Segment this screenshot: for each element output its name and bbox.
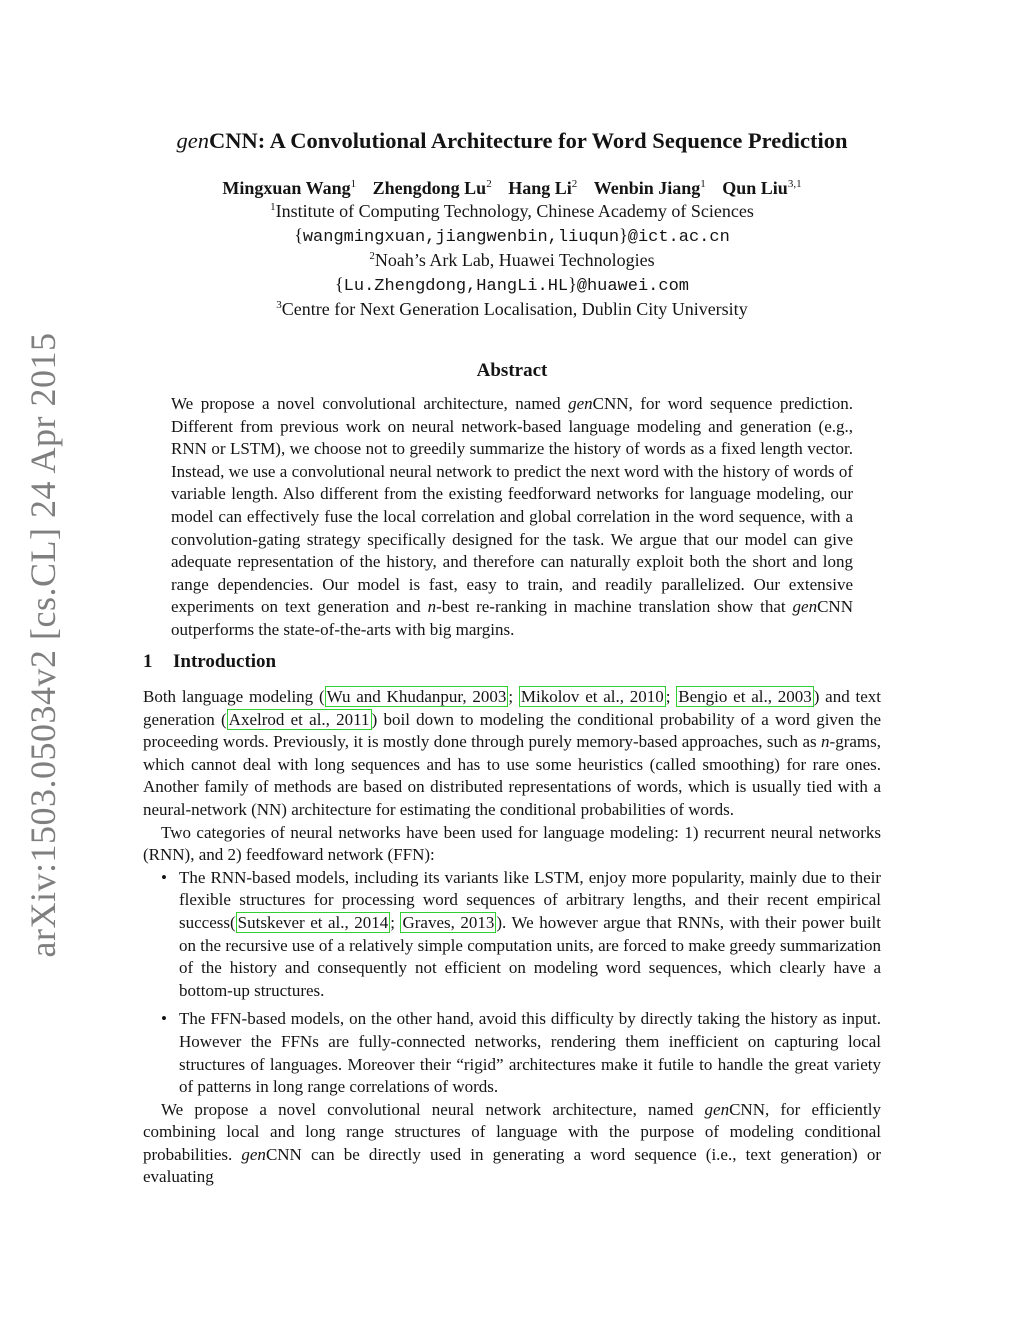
author: Zhengdong Lu$^2$ <box>372 178 492 198</box>
citation-link[interactable]: Axelrod et al., 2011 <box>228 709 370 729</box>
affiliation-2: $^2$Noah’s Ark Lab, Huawei Technologies <box>369 250 655 271</box>
affiliation-1: $^1$Institute of Computing Technology, Chinese Academy of Sciences <box>270 201 754 222</box>
author: Hang Li$^2$ <box>508 178 578 198</box>
bullet-icon: • <box>161 1009 167 1029</box>
abstract-text: We propose a novel convolutional architecture, named genCNN, for word sequence prediction. Different from previous work on neural network-based language modeling and generation (e.g., RNN or LSTM), we choose not to greedily summarize the history of words as a fixed length vector. Instead, we use a convolutional neural network to predict the next word with the history of words of variable length. Also different from the existing feedforward networks for language modeling, our model can effectively fuse the local correlation and global correlation in the word sequence, with a convolution-gating strategy specifically designed for the task. We argue that our model can give adequate representation of the history, and therefore can naturally exploit both the short and long range dependencies. Our model is fast, easy to train, and readily parallelized. Our extensive experiments on text generation and n-best re-ranking in machine translation show that genCNN outperforms the state-of-the-arts with big margins. <box>171 394 853 639</box>
author: Mingxuan Wang$^1$ <box>222 178 357 198</box>
list-item-rnn: • The RNN-based models, including its variants like LSTM, enjoy more popularity, mainly due to their flexible structures for processing word sequences of arbitrary lengths, and their recent empirical success( Sutskever et al., 2014 ; Graves, 2013 ). We however argue that RNNs, with their power built on the recursive use of a relatively simple computation units, are forced to make greedy summarization of the history and consequently not efficient on modeling word sequences, which clearly have a bottom-up structures. <box>161 867 881 1000</box>
author: Qun Liu$^{3,1}$ <box>722 178 802 198</box>
citation-link[interactable]: Sutskever et al., 2014 <box>237 912 389 932</box>
title-italic-prefix: gen <box>176 128 209 153</box>
citation-link[interactable]: Graves, 2013 <box>402 912 495 932</box>
paper-title <box>143 126 881 156</box>
intro-paragraph-3: We propose a novel convolutional neural network architecture, named genCNN, for efficiently combining local and long range structures of language with the purpose of modeling conditional probabilities. genCNN can be directly used in generating a word sequence (i.e., text generation) or evaluating <box>143 1099 881 1187</box>
section-heading: 1 Introduction <box>143 651 277 672</box>
email-2: {Lu.Zhengdong,HangLi.HL}@huawei.com <box>335 273 689 296</box>
arxiv-identifier: arXiv:1503.05034v2 [cs.CL] 24 Apr 2015 <box>23 332 63 958</box>
bullet-icon: • <box>161 867 167 887</box>
intro-paragraph-1: Both language modeling ( Wu and Khudanpur, 2003 ; Mikolov et al., 2010 ; Bengio et al., 2003 ) and text generation ( Axelrod et al., 2011 ) boil down to modeling the conditional probability of a word given the proceeding words. Previously, it is mostly done through purely memory-based approaches, such as n-grams, which cannot deal with long sequences and has to use some heuristics (called smoothing) for rare ones. Another family of methods are based on distributed representations of words, which is usually tied with a neural-network (NN) architecture for estimating the conditional probabilities of words. <box>143 687 881 819</box>
author-block <box>143 177 881 321</box>
author-names <box>143 177 881 200</box>
citation-link[interactable]: Bengio et al., 2003 <box>678 687 812 706</box>
introduction-body <box>143 686 881 1189</box>
citation-link[interactable]: Wu and Khudanpur, 2003 <box>326 687 507 706</box>
citation-link[interactable]: Mikolov et al., 2010 <box>520 687 664 706</box>
abstract-heading: Abstract <box>476 360 548 381</box>
author: Wenbin Jiang$^1$ <box>593 178 706 198</box>
email-1: {wangmingxuan,jiangwenbin,liuqun}@ict.ac.cn <box>294 224 730 247</box>
intro-paragraph-2: Two categories of neural networks have been used for language modeling: 1) recurrent neural networks (RNN), and 2) feedfoward network (FFN): <box>143 822 881 865</box>
model-list <box>143 867 881 1099</box>
title-text: CNN: A Convolutional Architecture for Word Sequence Prediction <box>208 128 848 153</box>
list-item-ffn: • The FFN-based models, on the other hand, avoid this difficulty by directly taking the history as input. However the FFNs are fully-connected networks, rendering them inefficient on capturing local structures of languages. Moreover their “rigid” architectures make it futile to handle the great variety of patterns in long range correlations of words. <box>161 1009 881 1097</box>
affiliation-3: $^3$Centre for Next Generation Localisation, Dublin City University <box>276 299 748 320</box>
